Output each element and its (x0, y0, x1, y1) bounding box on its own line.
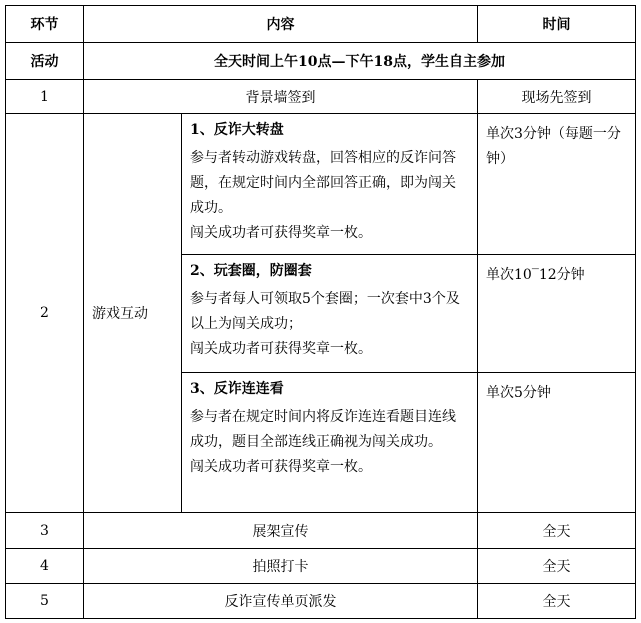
header-row (6, 6, 636, 43)
row-content: 背景墙签到 (84, 80, 478, 114)
table-row (6, 80, 636, 114)
row-number: 2 (6, 114, 84, 513)
row-time: 全天 (478, 584, 636, 619)
row-content: 展架宣传 (84, 513, 478, 549)
game-paragraph: 参与者每人可领取5个套圈；一次套中3个及以上为闯关成功； (190, 291, 460, 332)
header-stage: 环节 (6, 6, 84, 43)
activity-text: 全天时间上午10点—下午18点，学生自主参加 (84, 43, 636, 80)
row-number: 4 (6, 549, 84, 584)
row-content: 拍照打卡 (84, 549, 478, 584)
game-paragraph: 闯关成功者可获得奖章一枚。 (190, 341, 372, 357)
row-time: 全天 (478, 513, 636, 549)
game-title: 3、反诈连连看 (190, 381, 284, 397)
game-time: 单次5分钟 (478, 373, 636, 513)
row-time: 全天 (478, 549, 636, 584)
row-content: 反诈宣传单页派发 (84, 584, 478, 619)
activity-label: 活动 (6, 43, 84, 80)
game-time: 单次3分钟（每题一分钟） (478, 114, 636, 255)
row-time: 现场先签到 (478, 80, 636, 114)
game-title: 1、反诈大转盘 (190, 122, 284, 138)
game-paragraph: 闯关成功者可获得奖章一枚。 (190, 459, 372, 475)
table-row (6, 549, 636, 584)
game-section-label: 游戏互动 (84, 114, 182, 513)
header-content: 内容 (84, 6, 478, 43)
activity-schedule-table (5, 5, 636, 619)
game-paragraph: 闯关成功者可获得奖章一枚。 (190, 225, 372, 241)
activity-row (6, 43, 636, 80)
game-description (182, 373, 478, 513)
game-paragraph: 参与者在规定时间内将反诈连连看题目连线成功，题目全部连线正确视为闯关成功。 (190, 409, 456, 450)
table-row (6, 513, 636, 549)
game-title: 2、玩套圈，防圈套 (190, 263, 312, 279)
row-number: 3 (6, 513, 84, 549)
game-description (182, 114, 478, 255)
row-number: 1 (6, 80, 84, 114)
game-paragraph: 参与者转动游戏转盘，回答相应的反诈问答题，在规定时间内全部回答正确，即为闯关成功。 (190, 150, 456, 216)
game-row (6, 114, 636, 255)
game-description (182, 255, 478, 373)
table-row (6, 584, 636, 619)
header-time: 时间 (478, 6, 636, 43)
game-time: 单次10‾12分钟 (478, 255, 636, 373)
row-number: 5 (6, 584, 84, 619)
